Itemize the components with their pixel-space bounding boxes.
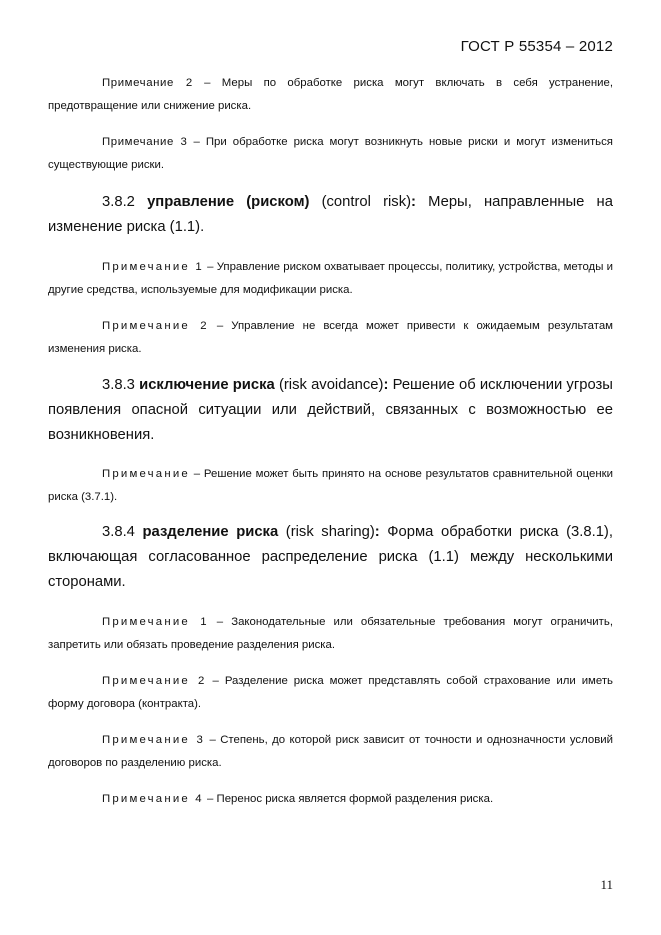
term-definition-text: Форма обработки риска (3.8.1), включающая согласованное распределение риска (1.1) между несколькими сторонами. <box>48 524 613 590</box>
document-header: ГОСТ Р 55354 – 2012 <box>460 38 613 55</box>
note-block <box>48 72 613 118</box>
note-text: При обработке риска могут возникнуть новые риски и могут измениться существующие риски. <box>48 136 613 171</box>
note-text: Степень, до которой риск зависит от точности и однозначности условий договоров по разделению риска. <box>48 734 613 769</box>
note-text: Меры по обработке риска могут включать в себя устранение, предотвращение или снижение риска. <box>48 77 613 112</box>
note-dash: – <box>206 675 225 687</box>
note-dash: – <box>208 616 232 628</box>
note-dash: – <box>205 734 221 746</box>
note-block <box>48 131 613 177</box>
note-label: Примечание <box>102 468 190 480</box>
note-label: Примечание 2 <box>102 675 207 687</box>
note-text: Решение может быть принято на основе результатов сравнительной оценки риска (3.7.1). <box>48 468 613 503</box>
note-dash: – <box>192 77 222 89</box>
term-number: 3.8.4 <box>102 524 135 540</box>
term-english: (control risk) <box>321 194 412 210</box>
note-dash: – <box>187 136 206 148</box>
note-label: Примечание 3 <box>102 734 206 746</box>
term-name: исключение риска <box>139 377 275 393</box>
note-text: Управление риском охватывает процессы, политику, устройства, методы и другие средства, используемые для модификации риска. <box>48 261 613 296</box>
note-dash: – <box>189 468 204 480</box>
term-name: разделение риска <box>142 524 279 540</box>
term-definition <box>48 520 613 595</box>
note-label: Примечание 2 <box>102 320 209 332</box>
note-block <box>48 670 613 716</box>
note-dash: – <box>203 793 217 805</box>
term-colon: : <box>411 194 416 210</box>
note-label: Примечание 4 <box>102 793 204 805</box>
page-number: 11 <box>600 877 613 892</box>
note-block <box>48 256 613 302</box>
term-definition <box>48 190 613 240</box>
term-definition <box>48 373 613 448</box>
term-definition-text: Решение об исключении угрозы появления опасной ситуации или действий, связанных с возможностью ее возникновения. <box>48 377 613 443</box>
term-number: 3.8.2 <box>102 194 135 210</box>
note-label: Примечание 2 <box>102 77 193 89</box>
note-block <box>48 729 613 775</box>
note-block <box>48 611 613 657</box>
term-colon: : <box>383 377 389 393</box>
note-block <box>48 463 613 509</box>
note-dash: – <box>203 261 217 273</box>
term-name: управление (риском) <box>147 194 310 210</box>
note-dash: – <box>208 320 232 332</box>
note-block <box>48 315 613 361</box>
note-text: Управление не всегда может привести к ожидаемым результатам изменения риска. <box>48 320 613 355</box>
note-block <box>48 788 613 811</box>
note-text: Перенос риска является формой разделения риска. <box>216 793 494 805</box>
note-text: Разделение риска может представлять собой страхование или иметь форму договора (контракта). <box>48 675 613 710</box>
term-english: (risk avoidance) <box>278 377 384 393</box>
term-colon: : <box>374 524 380 540</box>
note-label: Примечание 3 <box>102 136 188 148</box>
term-definition-text: Меры, направленные на изменение риска (1.1). <box>48 194 613 235</box>
note-label: Примечание 1 <box>102 616 209 628</box>
note-text: Законодательные или обязательные требования могут ограничить, запретить или обязать проведение разделения риска. <box>48 616 613 651</box>
note-label: Примечание 1 <box>102 261 204 273</box>
term-number: 3.8.3 <box>102 377 135 393</box>
term-english: (risk sharing) <box>285 524 375 540</box>
